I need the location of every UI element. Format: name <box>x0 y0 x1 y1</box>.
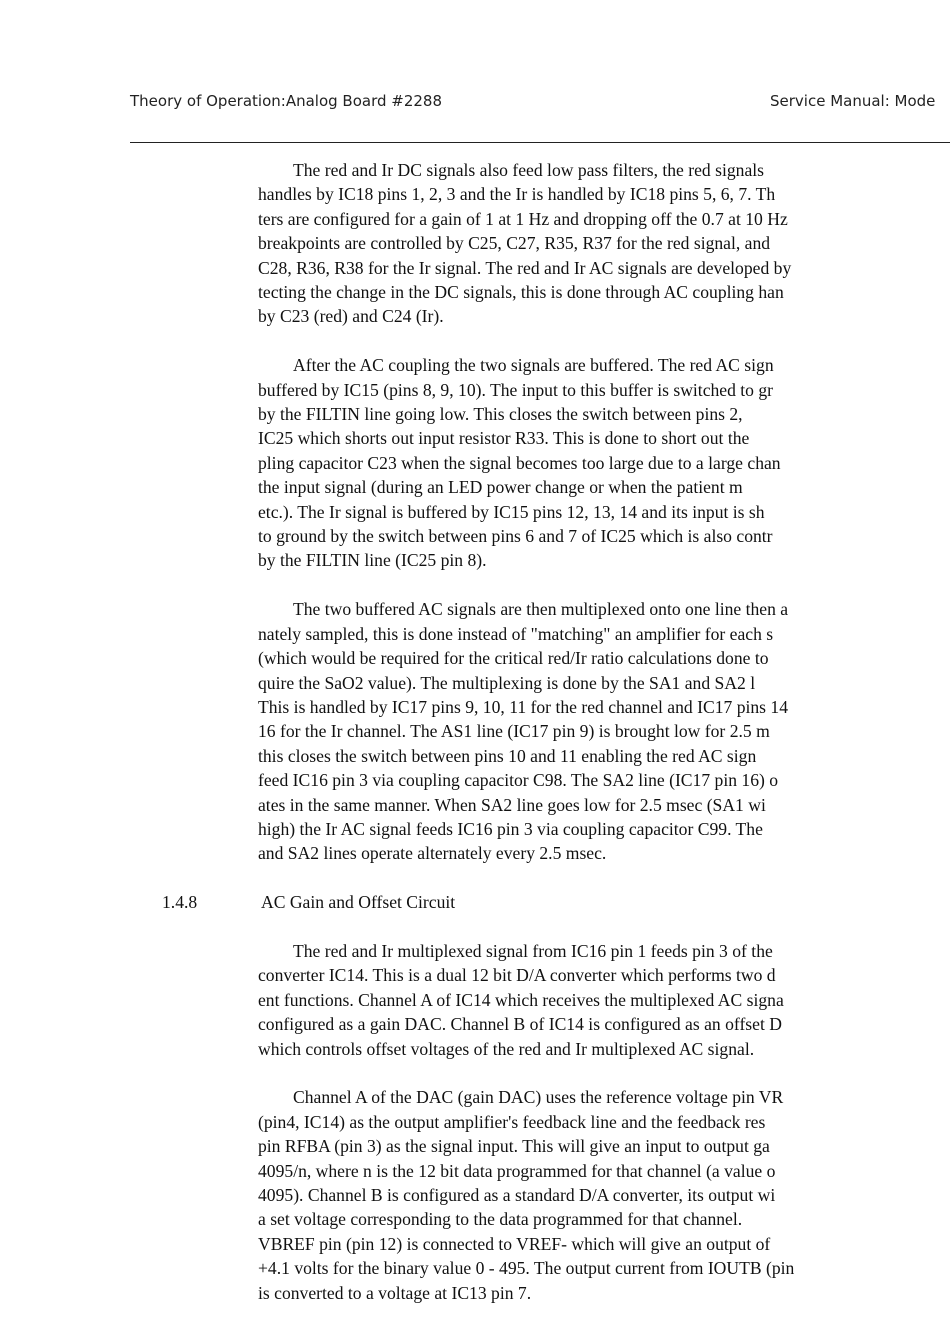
section-heading <box>162 890 950 914</box>
text-line: by the FILTIN line (IC25 pin 8). <box>258 550 487 571</box>
body-text <box>162 158 950 1329</box>
text-line: pling capacitor C23 when the signal becomes too large due to a large chan <box>258 452 781 473</box>
text-line: etc.). The Ir signal is buffered by IC15 pins 12, 13, 14 and its input is sh <box>258 501 765 522</box>
text-line: nately sampled, this is done instead of "matching" an amplifier for each s <box>258 623 774 644</box>
section-number: 1.4.8 <box>162 892 198 913</box>
paragraph <box>258 939 950 1061</box>
text-line: The red and Ir multiplexed signal from IC16 pin 1 feeds pin 3 of the <box>293 940 773 961</box>
paragraph <box>258 158 950 329</box>
text-line: this closes the switch between pins 10 and 11 enabling the red AC sign <box>258 745 757 766</box>
text-line: is converted to a voltage at IC13 pin 7. <box>258 1282 532 1303</box>
header-title: Theory of Operation:Analog Board #2288 <box>130 92 443 110</box>
paragraph <box>258 597 950 865</box>
text-line: IC25 which shorts out input resistor R33. This is done to short out the <box>258 428 750 449</box>
top-paragraphs <box>258 158 950 866</box>
text-line: feed IC16 pin 3 via coupling capacitor C98. The SA2 line (IC17 pin 16) o <box>258 770 779 791</box>
text-line: and SA2 lines operate alternately every 2.5 msec. <box>258 843 607 864</box>
text-line: the input signal (during an LED power change or when the patient m <box>258 477 743 498</box>
text-line: which controls offset voltages of the red and Ir multiplexed AC signal. <box>258 1038 755 1059</box>
text-line: The two buffered AC signals are then multiplexed onto one line then a <box>293 599 789 620</box>
text-line: The red and Ir DC signals also feed low pass filters, the red signals <box>293 160 765 180</box>
header-rule <box>130 142 950 143</box>
text-line: This is handled by IC17 pins 9, 10, 11 for the red channel and IC17 pins 14 <box>258 696 789 717</box>
text-line: ters are configured for a gain of 1 at 1 Hz and dropping off the 0.7 at 10 Hz <box>258 208 788 229</box>
text-line: breakpoints are controlled by C25, C27, R35, R37 for the red signal, and <box>258 233 771 254</box>
text-line: by the FILTIN line going low. This closes the switch between pins 2, <box>258 404 743 425</box>
paragraph <box>258 353 950 573</box>
text-line: 16 for the Ir channel. The AS1 line (IC17 pin 9) is brought low for 2.5 m <box>258 721 770 742</box>
text-line: +4.1 volts for the binary value 0 - 495. The output current from IOUTB (pin <box>258 1258 795 1279</box>
text-line: ent functions. Channel A of IC14 which receives the multiplexed AC signa <box>258 989 784 1010</box>
text-line: (pin4, IC14) as the output amplifier's feedback line and the feedback res <box>258 1111 766 1132</box>
text-line: pin RFBA (pin 3) as the signal input. This will give an input to output ga <box>258 1136 770 1157</box>
header-manual-name: Service Manual: Mode <box>770 92 936 110</box>
bottom-paragraphs <box>258 939 950 1305</box>
text-line: buffered by IC15 (pins 8, 9, 10). The input to this buffer is switched to gr <box>258 379 774 400</box>
section-title: AC Gain and Offset Circuit <box>261 892 456 913</box>
text-line: After the AC coupling the two signals are buffered. The red AC sign <box>293 355 774 376</box>
text-line: tecting the change in the DC signals, this is done through AC coupling han <box>258 282 784 303</box>
text-line: VBREF pin (pin 12) is connected to VREF- which will give an output of <box>258 1233 771 1254</box>
text-line: to ground by the switch between pins 6 and 7 of IC25 which is also contr <box>258 526 773 547</box>
text-line: high) the Ir AC signal feeds IC16 pin 3 via coupling capacitor C99. The <box>258 818 763 839</box>
text-line: Channel A of the DAC (gain DAC) uses the reference voltage pin VR <box>293 1087 784 1108</box>
text-line: quire the SaO2 value). The multiplexing is done by the SA1 and SA2 l <box>258 672 756 693</box>
text-line: C28, R36, R38 for the Ir signal. The red and Ir AC signals are developed by <box>258 257 792 278</box>
text-line: ates in the same manner. When SA2 line goes low for 2.5 msec (SA1 wi <box>258 794 766 815</box>
text-line: 4095/n, where n is the 12 bit data programmed for that channel (a value o <box>258 1160 776 1181</box>
text-line: configured as a gain DAC. Channel B of IC14 is configured as an offset D <box>258 1014 782 1035</box>
text-line: a set voltage corresponding to the data programmed for that channel. <box>258 1209 743 1230</box>
text-line: handles by IC18 pins 1, 2, 3 and the Ir is handled by IC18 pins 5, 6, 7. Th <box>258 184 776 205</box>
text-line: converter IC14. This is a dual 12 bit D/A converter which performs two d <box>258 965 776 986</box>
text-line: 4095). Channel B is configured as a standard D/A converter, its output wi <box>258 1184 776 1205</box>
text-line: by C23 (red) and C24 (Ir). <box>258 306 444 327</box>
text-line: (which would be required for the critical red/Ir ratio calculations done to <box>258 648 769 669</box>
paragraph <box>258 1085 950 1305</box>
